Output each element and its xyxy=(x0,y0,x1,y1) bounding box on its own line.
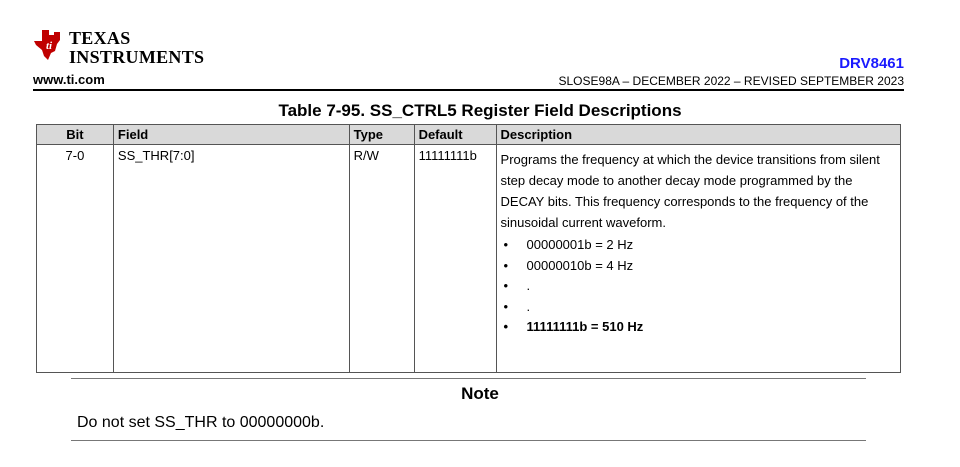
ti-state-logo-icon xyxy=(33,29,63,61)
list-item: • 00000010b = 4 Hz xyxy=(501,256,896,277)
document-revision-info: SLOSE98A – DECEMBER 2022 – REVISED SEPTEMBER 2023 xyxy=(558,74,904,88)
svg-text:ti: ti xyxy=(46,40,53,52)
list-item: • 00000001b = 2 Hz xyxy=(501,235,896,256)
logo-wordmark-line2: INSTRUMENTS xyxy=(69,47,205,67)
note-divider-top xyxy=(71,378,866,379)
register-field-table xyxy=(36,124,901,373)
cell-description xyxy=(496,145,900,373)
list-item: • 11111111b = 510 Hz xyxy=(501,317,896,338)
description-text: Programs the frequency at which the device transitions from silent step decay mode to another decay mode programmed by the DECAY bits. This frequency corresponds to the frequency of the sinusoidal current waveform. xyxy=(500,152,880,230)
ti-logo[interactable] xyxy=(33,29,204,66)
note-title: Note xyxy=(461,384,499,403)
column-header-description: Description xyxy=(496,125,900,145)
document-name-link[interactable]: DRV8461 xyxy=(839,55,904,72)
header-divider xyxy=(33,89,904,91)
column-header-bit: Bit xyxy=(37,125,114,145)
cell-field: SS_THR[7:0] xyxy=(113,145,349,373)
option-list xyxy=(501,235,896,338)
website-link[interactable]: www.ti.com xyxy=(33,72,105,87)
list-item: • . xyxy=(501,297,896,318)
note-text: Do not set SS_THR to 00000000b. xyxy=(77,414,325,431)
note-divider-bottom xyxy=(71,440,866,441)
list-item: • . xyxy=(501,276,896,297)
column-header-type: Type xyxy=(349,125,414,145)
column-header-default: Default xyxy=(414,125,496,145)
table-row xyxy=(37,145,901,373)
cell-default: 11111111b xyxy=(414,145,496,373)
cell-bit: 7-0 xyxy=(37,145,114,373)
table-title: Table 7-95. SS_CTRL5 Register Field Descriptions xyxy=(278,101,682,120)
column-header-field: Field xyxy=(113,125,349,145)
logo-wordmark-line1: TEXAS xyxy=(69,28,131,48)
table-header-row xyxy=(37,125,901,145)
cell-type: R/W xyxy=(349,145,414,373)
